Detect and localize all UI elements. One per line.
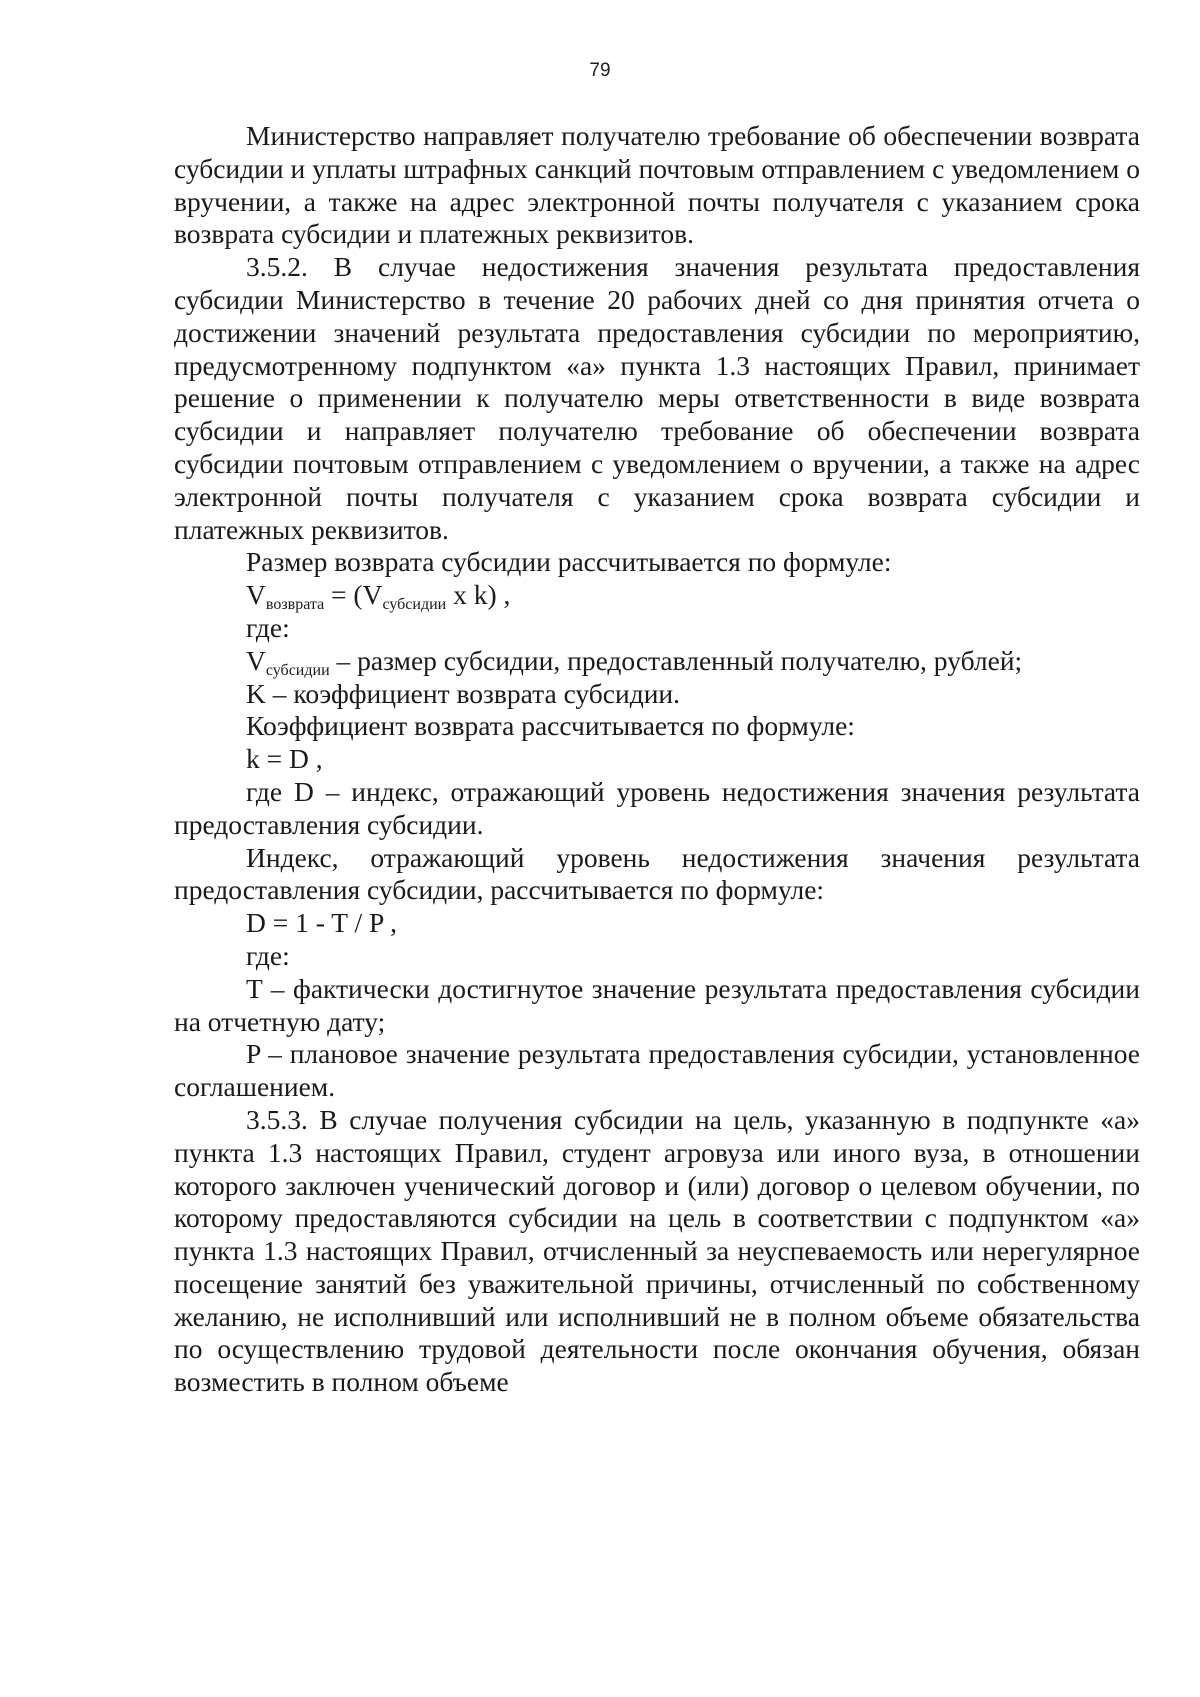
document-body [174,120,1140,1399]
paragraph-3-5-3: 3.5.3. В случае получения субсидии на цель, указанную в подпункте «а» пункта 1.3 настоящих Правил, студент агровуза или иного вуза, в отношении которого заключен ученический договор и (или) договор о целевом обучении, по которому предоставляются субсидии на цель в соответствии с подпунктом «а» пункта 1.3 настоящих Правил, отчисленный за неуспеваемость или нерегулярное посещение занятий без уважительной причины, отчисленный по собственному желанию, не исполнивший или исполнивший не в полном объеме обязательства по осуществлению трудовой деятельности после окончания обучения, обязан возместить в полном объеме [174,1103,1140,1398]
formula-v: V [246,579,266,611]
paragraph-index-formula: Индекс, отражающий уровень недостижения значения результата предоставления субсидии, рассчитывается по формуле: [174,841,1140,906]
where-label-1: где: [246,611,290,643]
where-label-2: где: [246,939,290,971]
formula-coefficient: k = D , [246,743,323,775]
formula-return-amount [174,579,1140,612]
paragraph-3-5-2: 3.5.2. В случае недостижения значения результата предоставления субсидии Министерство в течение 20 рабочих дней со дня принятия отчета о достижении значений результата предоставления субсидии по мероприятию, предусмотренному подпунктом «а» пункта 1.3 настоящих Правил, принимает решение о применении к получателю меры ответственности в виде возврата субсидии и направляет получателю требование об обеспечении возврата субсидии почтовым отправлением с уведомлением о вручении, а также на адрес электронной почты получателя с указанием срока возврата субсидии и платежных реквизитов. [174,251,1140,545]
definition-k: K – коэффициент возврата субсидии. [246,677,681,709]
formula-index: D = 1 - T / P , [246,907,397,939]
definition-p: P – плановое значение результата предоставления субсидии, установленное соглашением. [174,1038,1140,1103]
definition-v-subsidy [174,645,1140,678]
formula-equals: = (V [324,579,383,611]
definition-v-subscript: субсидии [265,661,330,679]
definition-v: V [246,644,266,676]
paragraph-ministry-requirement: Министерство направляет получателю требование об обеспечении возврата субсидии и уплаты штрафных санкций почтовым отправлением с уведомлением о вручении, а также на адрес электронной почты получателя с указанием срока возврата субсидии и платежных реквизитов. [174,120,1140,250]
formula-rest: x k) , [446,579,511,611]
paragraph-coefficient-formula: Коэффициент возврата рассчитывается по формуле: [246,710,855,742]
formula-v-subscript: возврата [265,596,325,614]
paragraph-d-definition: где D – индекс, отражающий уровень недостижения значения результата предоставления субсидии. [174,775,1140,840]
page-number: 79 [589,60,611,81]
formula-subsidy-subscript: субсидии [382,596,447,614]
definition-v-text: – размер субсидии, предоставленный получателю, рублей; [329,644,1023,676]
definition-t: T – фактически достигнутое значение результата предоставления субсидии на отчетную дату; [174,972,1140,1037]
paragraph-return-size: Размер возврата субсидии рассчитывается по формуле: [246,546,892,578]
